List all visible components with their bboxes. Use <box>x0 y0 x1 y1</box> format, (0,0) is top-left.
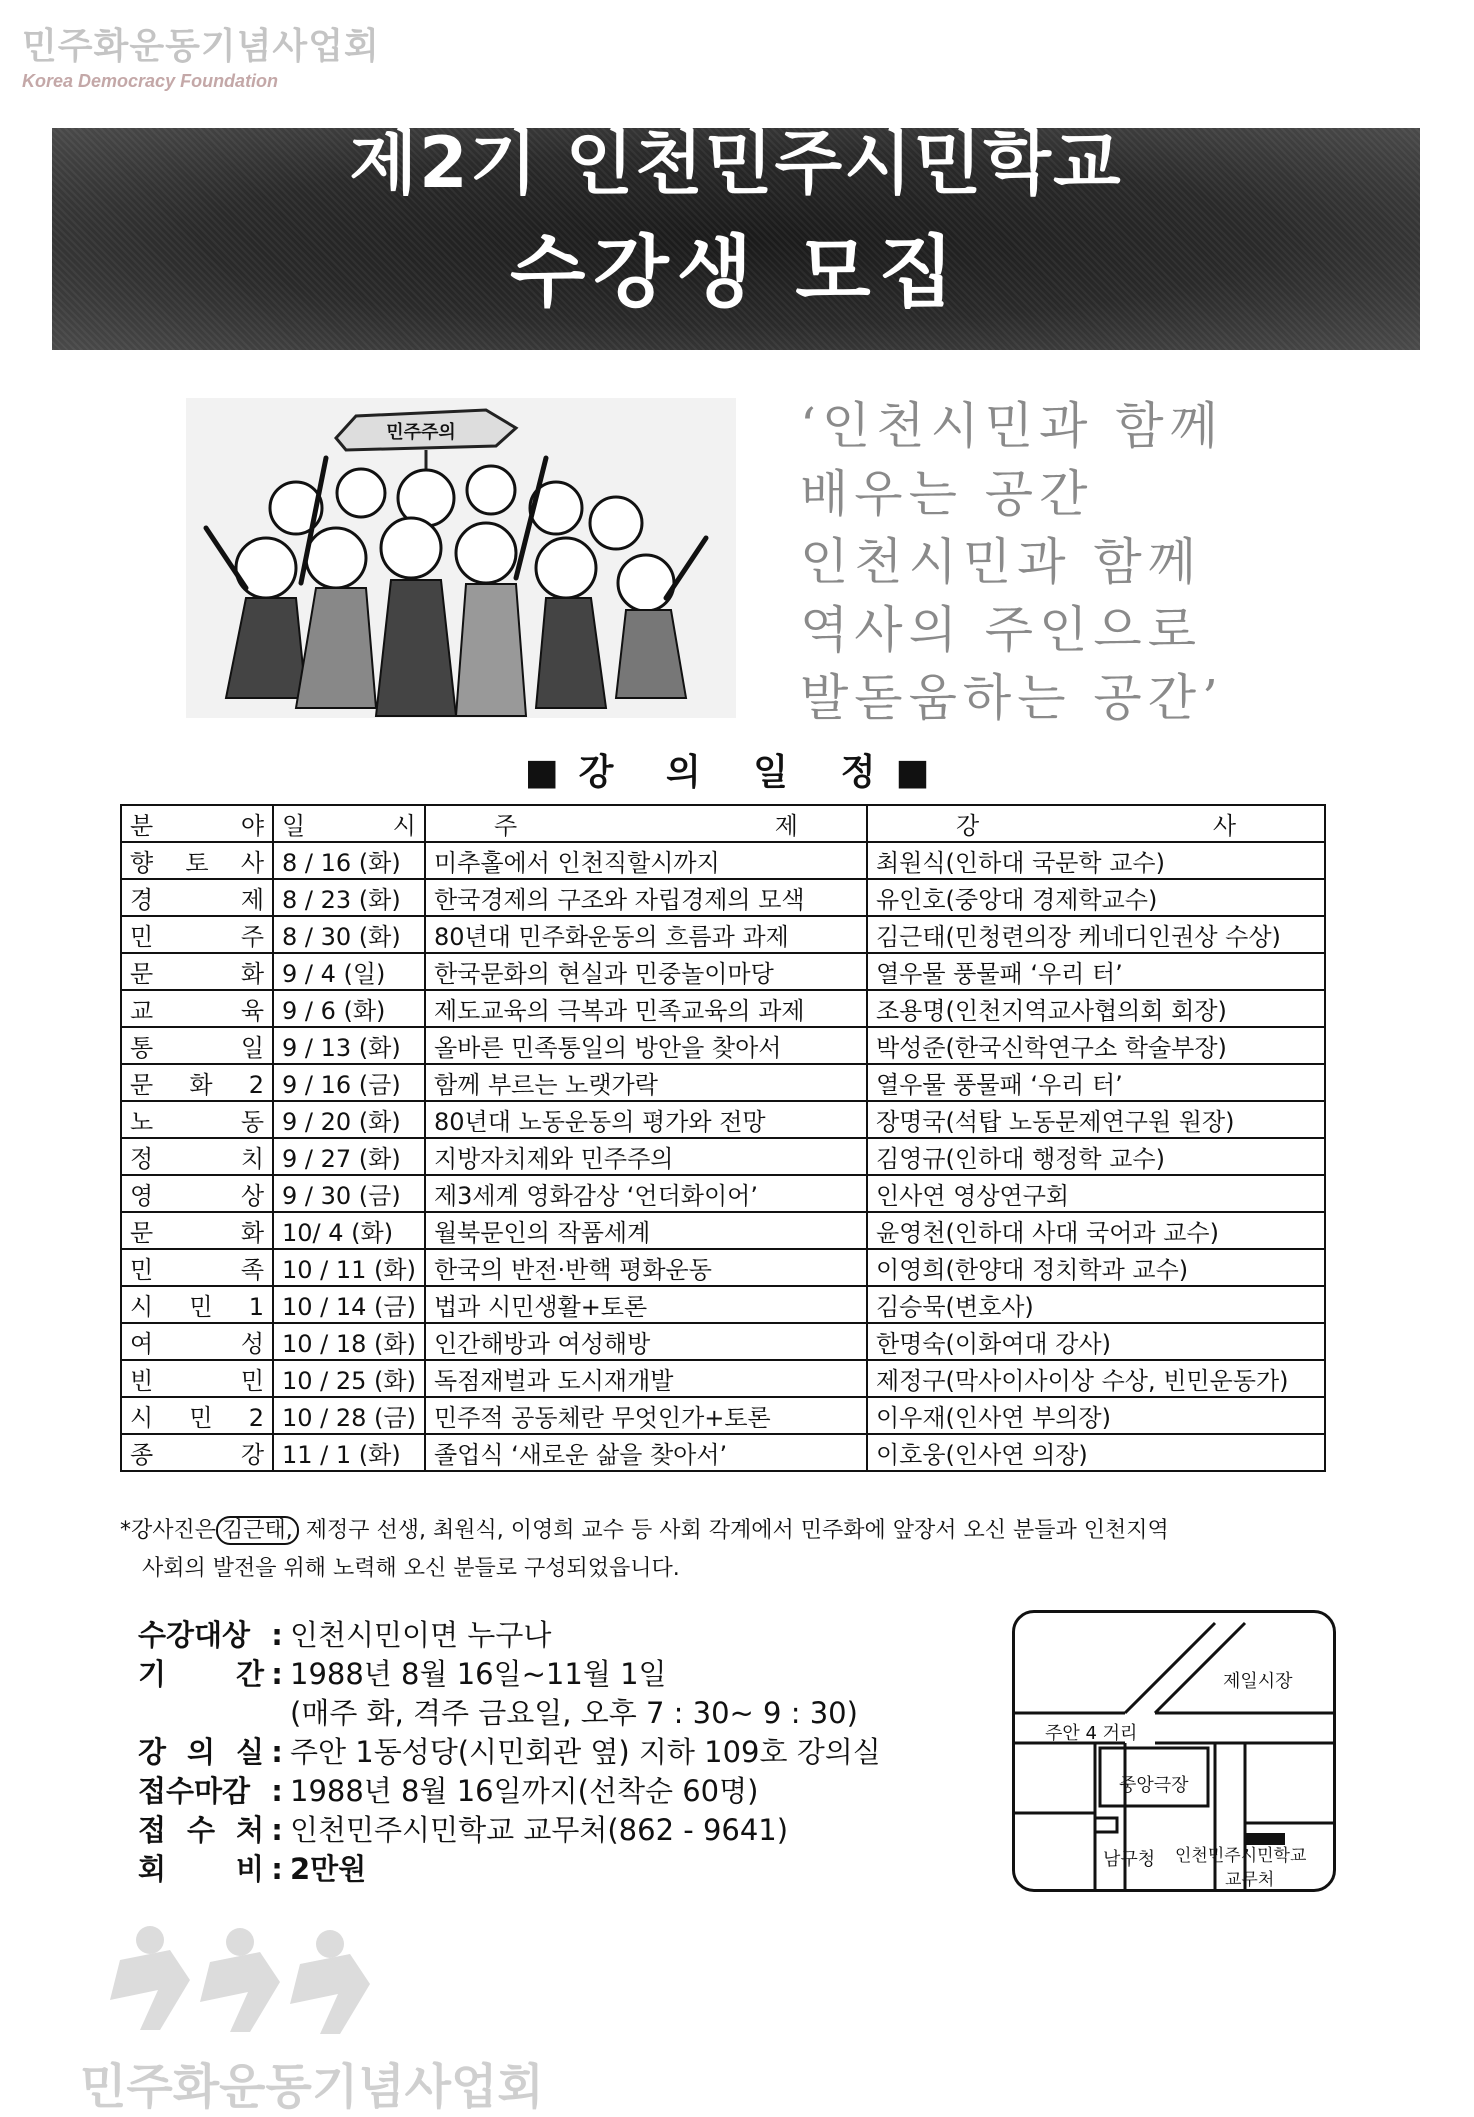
cell-date: 9 / 27 (화) <box>273 1138 425 1175</box>
banner-title: 제2기 인천민주시민학교 <box>349 122 1123 204</box>
cell-lecturer: 이호웅(인사연 의장) <box>867 1434 1325 1471</box>
cell-field: 문 화 <box>121 953 273 990</box>
cell-field: 여 성 <box>121 1323 273 1360</box>
info-row: 회 비 : 2만원 <box>138 1850 881 1889</box>
cell-field: 교 육 <box>121 990 273 1027</box>
table-row <box>121 1138 1325 1175</box>
table-row <box>121 1286 1325 1323</box>
info-row <box>138 1694 881 1733</box>
cell-topic: 미추홀에서 인천직할시까지 <box>425 842 867 879</box>
table-row <box>121 1397 1325 1434</box>
cell-topic: 월북문인의 작품세계 <box>425 1212 867 1249</box>
table-row <box>121 953 1325 990</box>
cell-date: 9 / 6 (화) <box>273 990 425 1027</box>
info-row: 기 간 : 1988년 8월 16일~11월 1일 <box>138 1655 881 1694</box>
info-row: 수강대상 : 인천시민이면 누구나 <box>138 1616 881 1655</box>
title-banner <box>52 122 1420 350</box>
cell-field: 빈 민 <box>121 1360 273 1397</box>
quote-line: 인천시민과 함께 <box>800 533 1202 591</box>
cell-field: 문 화 2 <box>121 1064 273 1101</box>
cell-date: 9 / 4 (일) <box>273 953 425 990</box>
cell-date: 9 / 20 (화) <box>273 1101 425 1138</box>
note-prefix: *강사진은 <box>120 1518 217 1543</box>
cell-field: 통 일 <box>121 1027 273 1064</box>
cell-topic: 한국문화의 현실과 민중놀이마당 <box>425 953 867 990</box>
cell-field: 향 토 사 <box>121 842 273 879</box>
cell-field: 문 화 <box>121 1212 273 1249</box>
watermark-english: Korea Democracy Foundation <box>22 71 279 91</box>
info-value: 인천민주시민학교 교무처(862 - 9641) <box>290 1813 789 1847</box>
table-row <box>121 1249 1325 1286</box>
cell-date: 8 / 16 (화) <box>273 842 425 879</box>
info-row: 접수마감 : 1988년 8월 16일까지(선착순 60명) <box>138 1772 881 1811</box>
table-row <box>121 879 1325 916</box>
cell-lecturer: 인사연 영상연구회 <box>867 1175 1325 1212</box>
cell-lecturer: 장명국(석탑 노동문제연구원 원장) <box>867 1101 1325 1138</box>
info-value: 1988년 8월 16일~11월 1일 <box>290 1657 667 1691</box>
cell-date: 10 / 14 (금) <box>273 1286 425 1323</box>
cell-topic: 법과 시민생활+토론 <box>425 1286 867 1323</box>
cell-field: 시 민 1 <box>121 1286 273 1323</box>
table-row <box>121 1027 1325 1064</box>
cell-lecturer: 제정구(막사이사이상 수상, 빈민운동가) <box>867 1360 1325 1397</box>
cell-field: 경 제 <box>121 879 273 916</box>
cell-lecturer: 김승묵(변호사) <box>867 1286 1325 1323</box>
info-value: 인천시민이면 누구나 <box>290 1618 552 1652</box>
table-row <box>121 990 1325 1027</box>
banner-subtitle: 수강생 모집 <box>510 228 962 318</box>
cell-lecturer: 열우물 풍물패 ‘우리 터’ <box>867 1064 1325 1101</box>
cell-lecturer: 박성준(한국신학연구소 학술부장) <box>867 1027 1325 1064</box>
watermark-top <box>22 18 380 92</box>
cell-topic: 졸업식 ‘새로운 삶을 찾아서’ <box>425 1434 867 1471</box>
table-row <box>121 1360 1325 1397</box>
cell-topic: 올바른 민족통일의 방안을 찾아서 <box>425 1027 867 1064</box>
info-value: 2만원 <box>290 1852 367 1886</box>
table-row <box>121 1434 1325 1471</box>
cell-field: 노 동 <box>121 1101 273 1138</box>
info-row: 접 수 처 : 인천민주시민학교 교무처(862 - 9641) <box>138 1811 881 1850</box>
crowd-sign-text: 민주주의 <box>386 422 456 443</box>
cell-date: 9 / 13 (화) <box>273 1027 425 1064</box>
cell-date: 10 / 28 (금) <box>273 1397 425 1434</box>
cell-topic: 제3세계 영화감상 ‘언더화이어’ <box>425 1175 867 1212</box>
cell-date: 10 / 25 (화) <box>273 1360 425 1397</box>
cell-date: 11 / 1 (화) <box>273 1434 425 1471</box>
watermark-bottom <box>80 1920 544 2117</box>
map-label-school: 인천민주시민학교 <box>1175 1846 1307 1866</box>
cell-topic: 함께 부르는 노랫가락 <box>425 1064 867 1101</box>
cell-lecturer: 이영희(한양대 정치학과 교수) <box>867 1249 1325 1286</box>
cell-field: 민 족 <box>121 1249 273 1286</box>
cell-date: 10 / 18 (화) <box>273 1323 425 1360</box>
cell-field: 민 주 <box>121 916 273 953</box>
note-text-2: 사회의 발전을 위해 노력해 오신 분들로 구성되었읍니다. <box>142 1556 680 1581</box>
quote-line: ‘인천시민과 함께 <box>800 397 1224 455</box>
table-row <box>121 1101 1325 1138</box>
cell-date: 10/ 4 (화) <box>273 1212 425 1249</box>
header-topic: 주 제 <box>425 805 867 842</box>
note-circled-name: 김근태, <box>216 1516 299 1545</box>
cell-date: 8 / 23 (화) <box>273 879 425 916</box>
cell-topic: 지방자치제와 민주주의 <box>425 1138 867 1175</box>
map-label-office: 교무처 <box>1225 1870 1275 1890</box>
cell-date: 10 / 11 (화) <box>273 1249 425 1286</box>
cell-topic: 한국의 반전·반핵 평화운동 <box>425 1249 867 1286</box>
schedule-table <box>120 804 1326 1472</box>
schedule-title: ■강 의 일 정■ <box>524 752 950 793</box>
cell-lecturer: 이우재(인사연 부의장) <box>867 1397 1325 1434</box>
map-label-district-office: 남구청 <box>1103 1849 1156 1870</box>
header-field: 분 야 <box>121 805 273 842</box>
cell-field: 종 강 <box>121 1434 273 1471</box>
cell-topic: 민주적 공동체란 무엇인가+토론 <box>425 1397 867 1434</box>
runner-logo <box>80 1920 420 2040</box>
location-map <box>1012 1610 1336 1892</box>
cell-topic: 80년대 노동운동의 평가와 전망 <box>425 1101 867 1138</box>
info-value: (매주 화, 격주 금요일, 오후 7 : 30~ 9 : 30) <box>290 1696 858 1730</box>
quote-line: 배우는 공간 <box>800 465 1094 523</box>
cell-topic: 한국경제의 구조와 자립경제의 모색 <box>425 879 867 916</box>
table-row <box>121 1323 1325 1360</box>
watermark-bottom-korean: 민주화운동기념사업회 <box>80 2059 544 2115</box>
watermark-korean: 민주화운동기념사업회 <box>22 26 380 67</box>
quote-line: 역사의 주인으로 <box>800 601 1202 659</box>
cell-date: 9 / 16 (금) <box>273 1064 425 1101</box>
cell-lecturer: 조용명(인천지역교사협의회 회장) <box>867 990 1325 1027</box>
crowd-illustration <box>186 398 736 718</box>
cell-lecturer: 최원식(인하대 국문학 교수) <box>867 842 1325 879</box>
table-header-row <box>121 805 1325 842</box>
cell-field: 영 상 <box>121 1175 273 1212</box>
table-row <box>121 1212 1325 1249</box>
table-row <box>121 916 1325 953</box>
cell-lecturer: 열우물 풍물패 ‘우리 터’ <box>867 953 1325 990</box>
cell-date: 8 / 30 (화) <box>273 916 425 953</box>
map-label-market: 제일시장 <box>1223 1671 1293 1692</box>
cell-lecturer: 김영규(인하대 행정학 교수) <box>867 1138 1325 1175</box>
note-text-1: 제정구 선생, 최원식, 이영희 교수 등 사회 각계에서 민주화에 앞장서 오신 분들과 인천지역 <box>298 1518 1169 1543</box>
cell-lecturer: 윤영천(인하대 사대 국어과 교수) <box>867 1212 1325 1249</box>
header-lecturer: 강 사 <box>867 805 1325 842</box>
cell-lecturer: 한명숙(이화여대 강사) <box>867 1323 1325 1360</box>
enrollment-info <box>138 1616 881 1889</box>
cell-topic: 제도교육의 극복과 민족교육의 과제 <box>425 990 867 1027</box>
table-row <box>121 1175 1325 1212</box>
map-label-crossroad: 주안 4 거리 <box>1045 1723 1138 1744</box>
table-row <box>121 1064 1325 1101</box>
cell-lecturer: 김근태(민청련의장 케네디인권상 수상) <box>867 916 1325 953</box>
map-label-theater: 중앙극장 <box>1119 1775 1189 1796</box>
header-date: 일 시 <box>273 805 425 842</box>
info-row: 강 의 실 : 주안 1동성당(시민회관 옆) 지하 109호 강의실 <box>138 1733 881 1772</box>
slogan-quote <box>800 392 1320 732</box>
cell-topic: 독점재벌과 도시재개발 <box>425 1360 867 1397</box>
cell-date: 9 / 30 (금) <box>273 1175 425 1212</box>
quote-line: 발돋움하는 공간’ <box>800 669 1224 727</box>
table-row <box>121 842 1325 879</box>
cell-lecturer: 유인호(중앙대 경제학교수) <box>867 879 1325 916</box>
cell-field: 정 치 <box>121 1138 273 1175</box>
cell-field: 시 민 2 <box>121 1397 273 1434</box>
info-value: 1988년 8월 16일까지(선착순 60명) <box>290 1774 759 1808</box>
cell-topic: 80년대 민주화운동의 흐름과 과제 <box>425 916 867 953</box>
lecturer-note <box>120 1512 1340 1588</box>
info-value: 주안 1동성당(시민회관 옆) 지하 109호 강의실 <box>290 1735 881 1769</box>
cell-topic: 인간해방과 여성해방 <box>425 1323 867 1360</box>
